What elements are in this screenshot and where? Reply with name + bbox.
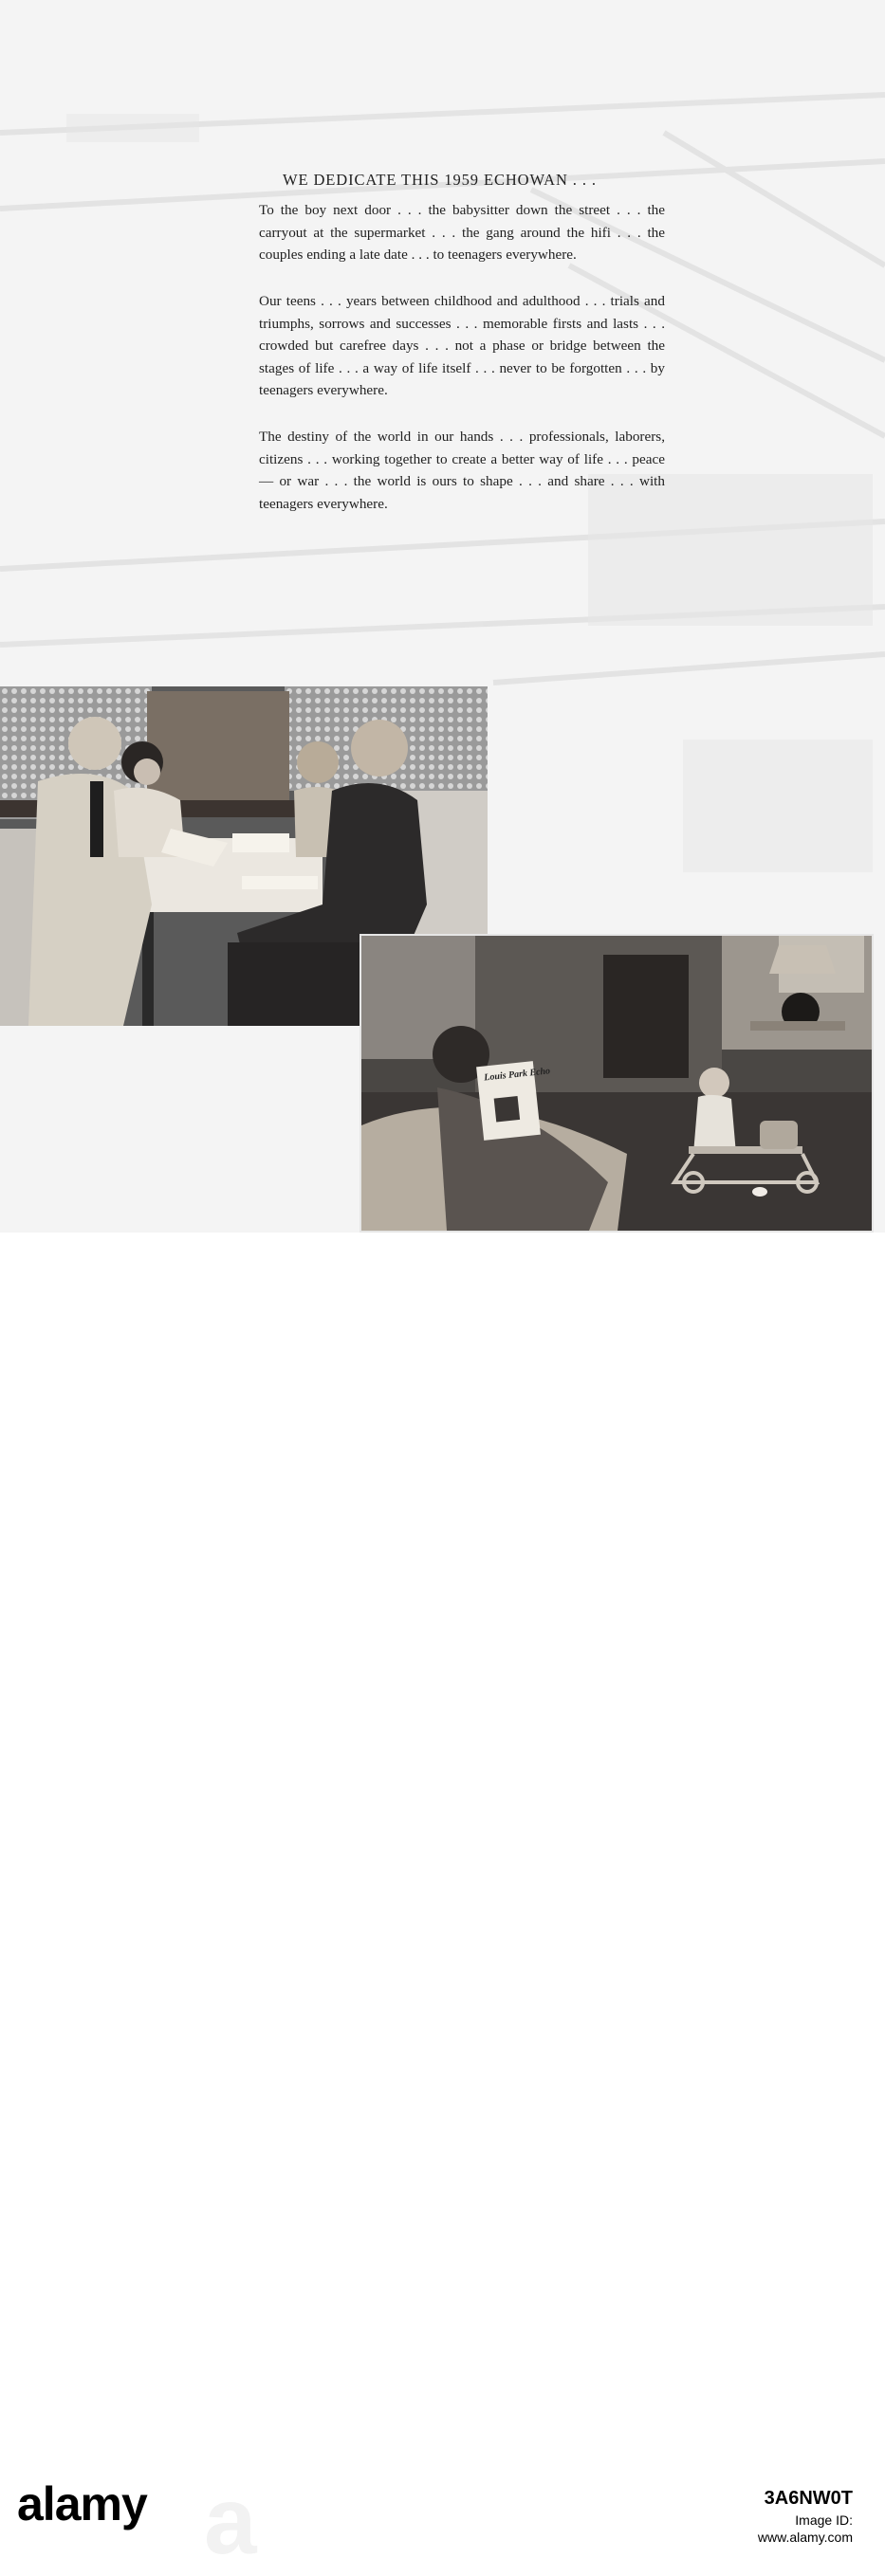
stock-footer bbox=[0, 1233, 885, 2574]
dedication-paragraph-1: To the boy next door . . . the babysitter down the street . . . the carryout at the supermarket . . . the gang around the hifi . . . the couples ending a late date . . . to teenagers everywhere. bbox=[259, 202, 665, 263]
dedication-title: WE DEDICATE THIS 1959 ECHOWAN . . . bbox=[283, 171, 597, 189]
watermark-glyph: a bbox=[204, 2468, 257, 2574]
dedication-paragraph-3: The destiny of the world in our hands . . . professionals, laborers, citizens . . . working together to create a better way of life . . . peace — or war . . . the world is ours to shape . . . and share . . . with teenagers everywhere. bbox=[259, 429, 665, 512]
yearbook-page bbox=[0, 0, 885, 1233]
site-url[interactable]: www.alamy.com bbox=[757, 2530, 853, 2545]
magazine-title: Louis Park Echo bbox=[483, 1066, 551, 1084]
dedication-paragraph-2: Our teens . . . years between childhood and adulthood . . . trials and triumphs, sorrows and successes . . . memorable firsts and lasts . . . crowded but carefree days . . . not a phase or bridge between the stages of life . . . a way of life itself . . . never to be forgotten . . . by teenagers everywhere. bbox=[259, 293, 665, 398]
living-room-photo bbox=[360, 934, 874, 1233]
image-id: 3A6NW0T bbox=[764, 2488, 853, 2509]
brand-logo[interactable]: alamy bbox=[17, 2477, 147, 2530]
image-id-label: Image ID: bbox=[795, 2512, 853, 2528]
